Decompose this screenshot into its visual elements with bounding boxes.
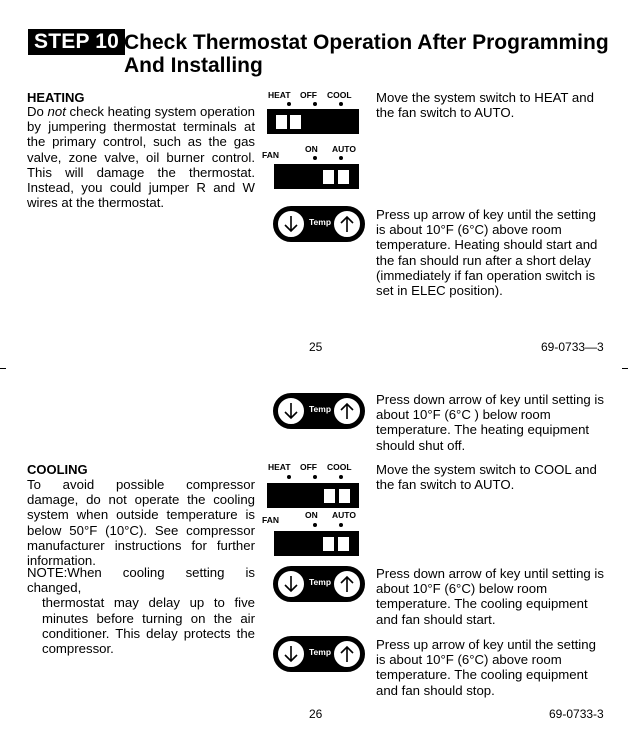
page-number-26: 26: [309, 707, 323, 721]
off-label: OFF: [300, 462, 317, 472]
temp-key-label: Temp: [309, 404, 332, 414]
cool-label: COOL: [327, 90, 352, 100]
fan-switch-slider: [338, 170, 349, 184]
note-rest: thermostat may delay up to five minutes before turning on the air conditioner. This delay protects the compressor.: [42, 595, 255, 657]
heating-body-emphasis: not: [47, 104, 66, 119]
off-label: OFF: [300, 90, 317, 100]
system-switch-slider: [339, 489, 350, 503]
on-label: ON: [305, 144, 318, 154]
temp-key-heating-up[interactable]: [273, 206, 365, 242]
doc-number-26: 69-0733-3: [549, 707, 604, 721]
up-arrow-icon[interactable]: [333, 210, 361, 238]
cooling-note-first-line: [27, 565, 255, 595]
heating-instruction-up: Press up arrow of key until the setting is about 10°F (6°C) above room temperature. Heating should start and the fan should run after a short delay (immediately if fan operation switch is set in ELEC position).: [376, 207, 598, 299]
fan-on-indicator-dot: [313, 523, 317, 527]
cool-label: COOL: [327, 462, 352, 472]
temp-key-cooling-down[interactable]: [273, 566, 365, 602]
on-label: ON: [305, 510, 318, 520]
up-arrow-icon[interactable]: [333, 397, 361, 425]
cooling-note: [27, 565, 255, 656]
fan-label: FAN: [262, 150, 279, 160]
title-line-1: Check Thermostat Operation After Programming: [124, 31, 609, 54]
temp-key-heating-down[interactable]: [273, 393, 365, 429]
title-line-2: And Installing: [124, 54, 263, 77]
cooling-body: To avoid possible compressor damage, do not operate the cooling system when outside temperature is below 50°F (10°C). See compressor manufacturer instructions for further information.: [27, 477, 255, 569]
system-switch-slider-slot: [290, 115, 301, 129]
temp-key-cooling-up[interactable]: [273, 636, 365, 672]
temp-key-label: Temp: [309, 217, 332, 227]
fan-switch-slider-slot: [323, 170, 334, 184]
fan-switch-slider: [338, 537, 349, 551]
fan-switch-heating[interactable]: [274, 164, 359, 189]
cool-indicator-dot: [339, 102, 343, 106]
temp-key-label: Temp: [309, 577, 332, 587]
heating-instruction-switch: Move the system switch to HEAT and the fan switch to AUTO.: [376, 90, 594, 121]
auto-label: AUTO: [332, 144, 356, 154]
cooling-instruction-switch: Move the system switch to COOL and the fan switch to AUTO.: [376, 462, 597, 493]
system-switch-slider: [276, 115, 287, 129]
note-first: When cooling setting is changed,: [27, 565, 255, 596]
down-arrow-icon[interactable]: [277, 210, 305, 238]
note-label: NOTE:: [27, 565, 68, 580]
off-indicator-dot: [313, 102, 317, 106]
fan-switch-cooling[interactable]: [274, 531, 359, 556]
system-switch-slider-slot: [324, 489, 335, 503]
page-title: [124, 31, 614, 77]
cooling-instruction-down: Press down arrow of key until setting is about 10°F (6°C) below room temperature. The cooling equipment and fan should start.: [376, 566, 604, 627]
heating-body-post: check heating system operation by jumpering thermostat terminals at the primary control, such as the gas valve, zone valve, oil burner control. This will damage the thermostat. Instead, you could jumper R and W wires at the thermostat.: [27, 104, 256, 211]
fan-on-indicator-dot: [313, 156, 317, 160]
off-indicator-dot: [313, 475, 317, 479]
cut-mark-left: [0, 368, 6, 369]
heating-body-pre: Do: [27, 104, 48, 119]
temp-key-label: Temp: [309, 647, 332, 657]
step-badge: STEP 10: [28, 29, 125, 55]
fan-auto-indicator-dot: [339, 156, 343, 160]
up-arrow-icon[interactable]: [333, 640, 361, 668]
cooling-heading: COOLING: [27, 462, 88, 477]
down-arrow-icon[interactable]: [277, 397, 305, 425]
down-arrow-icon[interactable]: [277, 570, 305, 598]
heat-indicator-dot: [287, 102, 291, 106]
heating-body: [27, 104, 255, 210]
fan-switch-slider-slot: [323, 537, 334, 551]
cool-indicator-dot: [339, 475, 343, 479]
page-number-25: 25: [309, 340, 323, 354]
heat-indicator-dot: [287, 475, 291, 479]
fan-label: FAN: [262, 515, 279, 525]
cut-mark-right: [622, 368, 628, 369]
up-arrow-icon[interactable]: [333, 570, 361, 598]
heating-heading: HEATING: [27, 90, 85, 105]
heat-label: HEAT: [268, 90, 291, 100]
heating-instruction-down: Press down arrow of key until setting is about 10°F (6°C ) below room temperature. The heating equipment should shut off.: [376, 392, 604, 453]
heat-label: HEAT: [268, 462, 291, 472]
down-arrow-icon[interactable]: [277, 640, 305, 668]
cooling-instruction-up: Press up arrow of key until the setting is about 10°F (6°C) above room temperature. The cooling equipment and fan should stop.: [376, 637, 596, 698]
fan-auto-indicator-dot: [339, 523, 343, 527]
system-switch-cooling[interactable]: [267, 483, 359, 508]
auto-label: AUTO: [332, 510, 356, 520]
doc-number-25: 69-0733—3: [541, 340, 604, 354]
system-switch-heating[interactable]: [267, 109, 359, 134]
